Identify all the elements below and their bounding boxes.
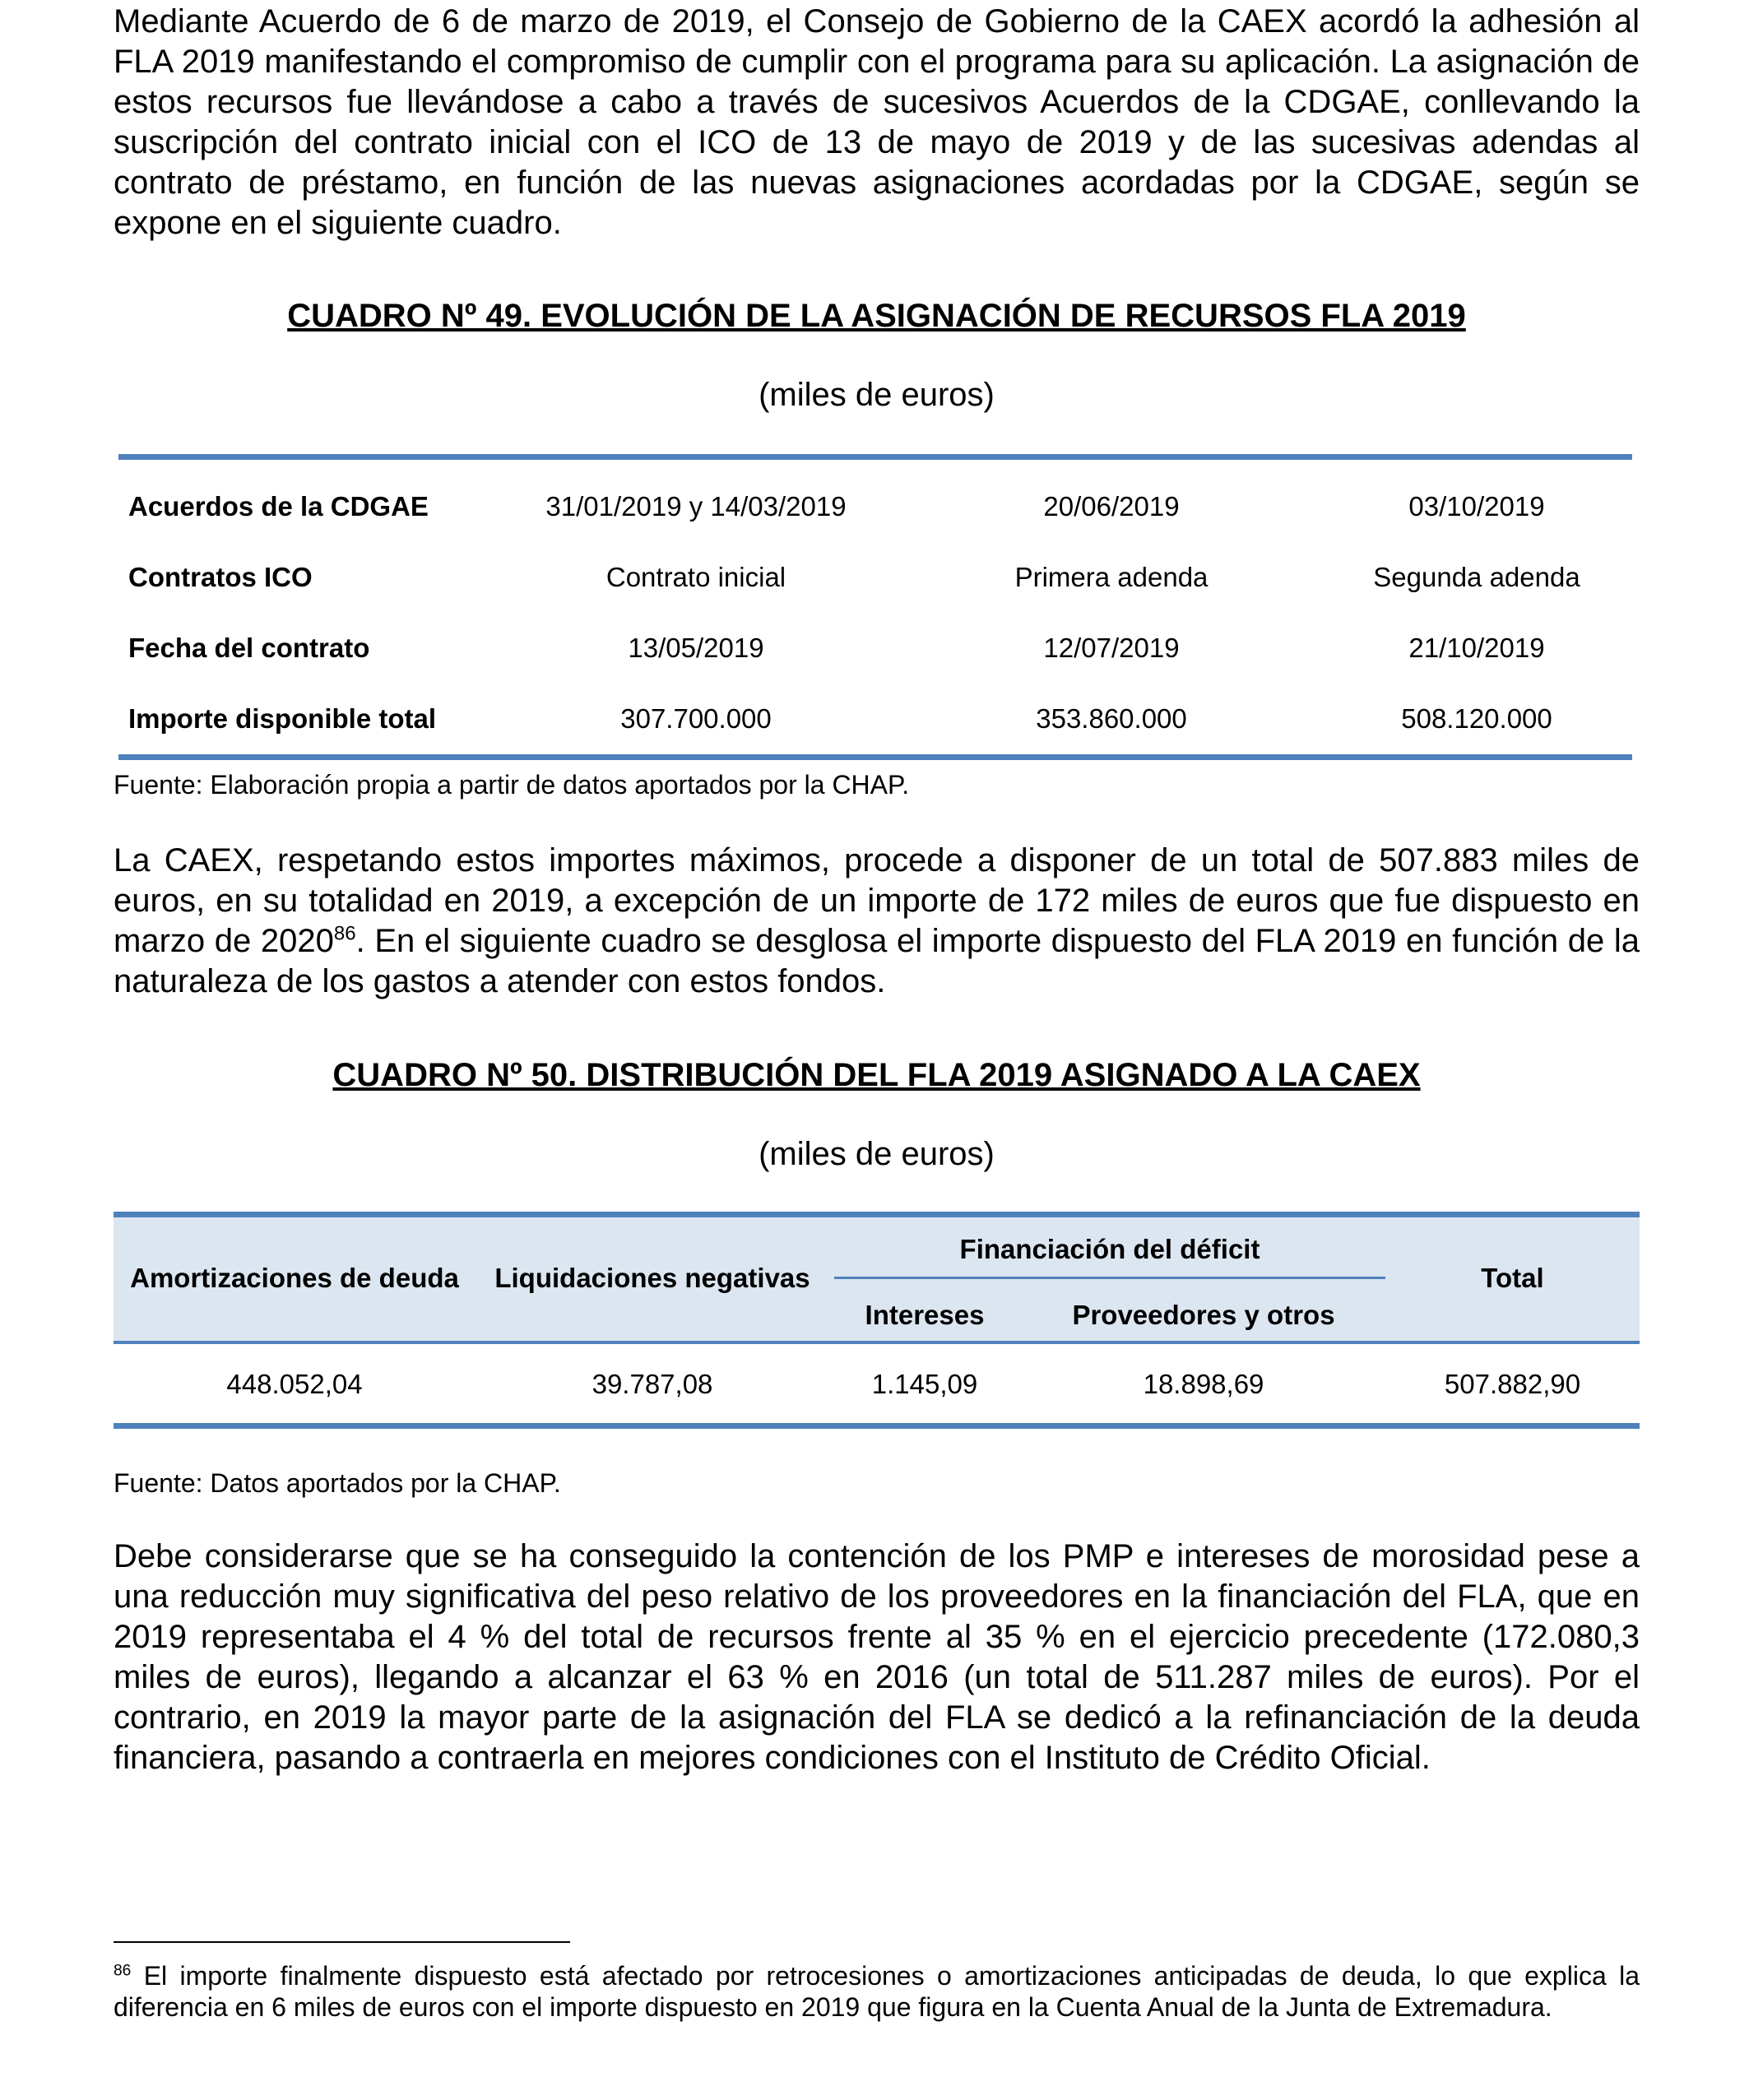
table2-units: (miles de euros) (759, 1136, 995, 1172)
table-cell: Contrato inicial (605, 562, 786, 592)
table-row (118, 684, 1632, 754)
table-cell: 31/01/2019 y 14/03/2019 (545, 491, 847, 522)
header-group-rule (834, 1277, 1385, 1279)
table2-source: Fuente: Datos aportados por la CHAP. (114, 1468, 561, 1498)
paragraph-contencion-pmp: Debe considerarse que se ha conseguido la contención de los PMP e intereses de morosidad pese a una reducción muy significativa del peso relativo de los proveedores en la financiación del FLA, que en 2019 representaba el 4 % del total de recursos frente al 35 % en el ejercicio precedente (172.080,3 miles de euros), llegando a alcanzar el 63 % en 2016 (un total de 511.287 miles de euros). Por el contrario, en 2019 la mayor parte de la asignación del FLA se dedicó a la refinanciación de la deuda financiera, pasando a contraerla en mejores condiciones con el Instituto de Crédito Oficial. (114, 1538, 1640, 1776)
table-cell: 20/06/2019 (1043, 491, 1180, 522)
table-cell: 307.700.000 (620, 703, 772, 734)
footnote (114, 1960, 1640, 2023)
row-label: Contratos ICO (128, 562, 313, 592)
table-cell: 13/05/2019 (628, 633, 764, 663)
table-cell: 03/10/2019 (1408, 491, 1545, 522)
value-proveedores: 18.898,69 (1143, 1369, 1264, 1399)
paragraph-text: . En el siguiente cuadro se desglosa el importe dispuesto del FLA 2019 en función de la naturaleza de los gastos a atender con estos fondos. (114, 923, 1640, 999)
header-liquidaciones: Liquidaciones negativas (494, 1263, 810, 1293)
table-cell: 353.860.000 (1036, 703, 1187, 734)
paragraph-text: La CAEX, respetando estos importes máximos, procede a disponer de un total de 507.883 miles de euros, en su totalidad en 2019, a excepción de un importe de 172 miles de euros que fue dispuesto en marzo de 2020 (114, 842, 1640, 959)
header-financiacion: Financiación del déficit (959, 1234, 1260, 1264)
table2-distribucion-fla (114, 1212, 1640, 1429)
table1-evolucion-asignacion (118, 454, 1632, 760)
table-cell: 21/10/2019 (1408, 633, 1545, 663)
table1-bottom-rule (118, 754, 1632, 760)
table1-source: Fuente: Elaboración propia a partir de datos aportados por la CHAP. (114, 770, 910, 800)
table-row (118, 542, 1632, 613)
table-cell: 12/07/2019 (1043, 633, 1180, 663)
table1-title: CUADRO Nº 49. EVOLUCIÓN DE LA ASIGNACIÓN DE RECURSOS FLA 2019 (287, 298, 1466, 334)
footnote-text: El importe finalmente dispuesto está afectado por retrocesiones o amortizaciones anticipadas de deuda, lo que explica la diferencia en 6 miles de euros con el importe dispuesto en 2019 que figura en la Cuenta Anual de la Junta de Extremadura. (114, 1961, 1640, 2022)
paragraph-disposicion (114, 841, 1640, 1002)
footnote-number: 86 (114, 1962, 132, 1980)
value-liquidaciones: 39.787,08 (592, 1369, 713, 1399)
row-label: Importe disponible total (128, 703, 437, 734)
row-label: Fecha del contrato (128, 633, 370, 663)
table2-header (114, 1217, 1640, 1344)
table1-units: (miles de euros) (759, 377, 995, 413)
table1-top-rule (118, 454, 1632, 460)
header-proveedores: Proveedores y otros (1072, 1300, 1335, 1330)
table-cell: 508.120.000 (1401, 703, 1552, 734)
value-amortizaciones: 448.052,04 (226, 1369, 363, 1399)
value-intereses: 1.145,09 (871, 1369, 978, 1399)
header-total: Total (1481, 1263, 1544, 1293)
header-amortizaciones: Amortizaciones de deuda (130, 1263, 459, 1293)
table-cell: Primera adenda (1014, 562, 1209, 592)
table-row (118, 613, 1632, 684)
header-intereses: Intereses (865, 1300, 985, 1330)
paragraph-adhesion: Mediante Acuerdo de 6 de marzo de 2019, el Consejo de Gobierno de la CAEX acordó la adhesión al FLA 2019 manifestando el compromiso de cumplir con el programa para su aplicación. La asignación de estos recursos fue llevándose a cabo a través de sucesivos Acuerdos de la CDGAE, conllevando la suscripción del contrato inicial con el ICO de 13 de mayo de 2019 y de las sucesivas adendas al contrato de préstamo, en función de las nuevas asignaciones acordadas por la CDGAE, según se expone en el siguiente cuadro. (114, 3, 1640, 241)
footnote-separator (114, 1941, 570, 1943)
footnote-reference: 86 (333, 922, 356, 945)
table2-bottom-rule (114, 1423, 1640, 1429)
table2-top-rule (114, 1212, 1640, 1217)
table-cell: Segunda adenda (1373, 562, 1580, 592)
value-total: 507.882,90 (1444, 1369, 1581, 1399)
table-row (118, 460, 1632, 542)
table-row (114, 1344, 1640, 1423)
row-label: Acuerdos de la CDGAE (128, 491, 429, 522)
table2-title: CUADRO Nº 50. DISTRIBUCIÓN DEL FLA 2019 ASIGNADO A LA CAEX (332, 1057, 1421, 1093)
